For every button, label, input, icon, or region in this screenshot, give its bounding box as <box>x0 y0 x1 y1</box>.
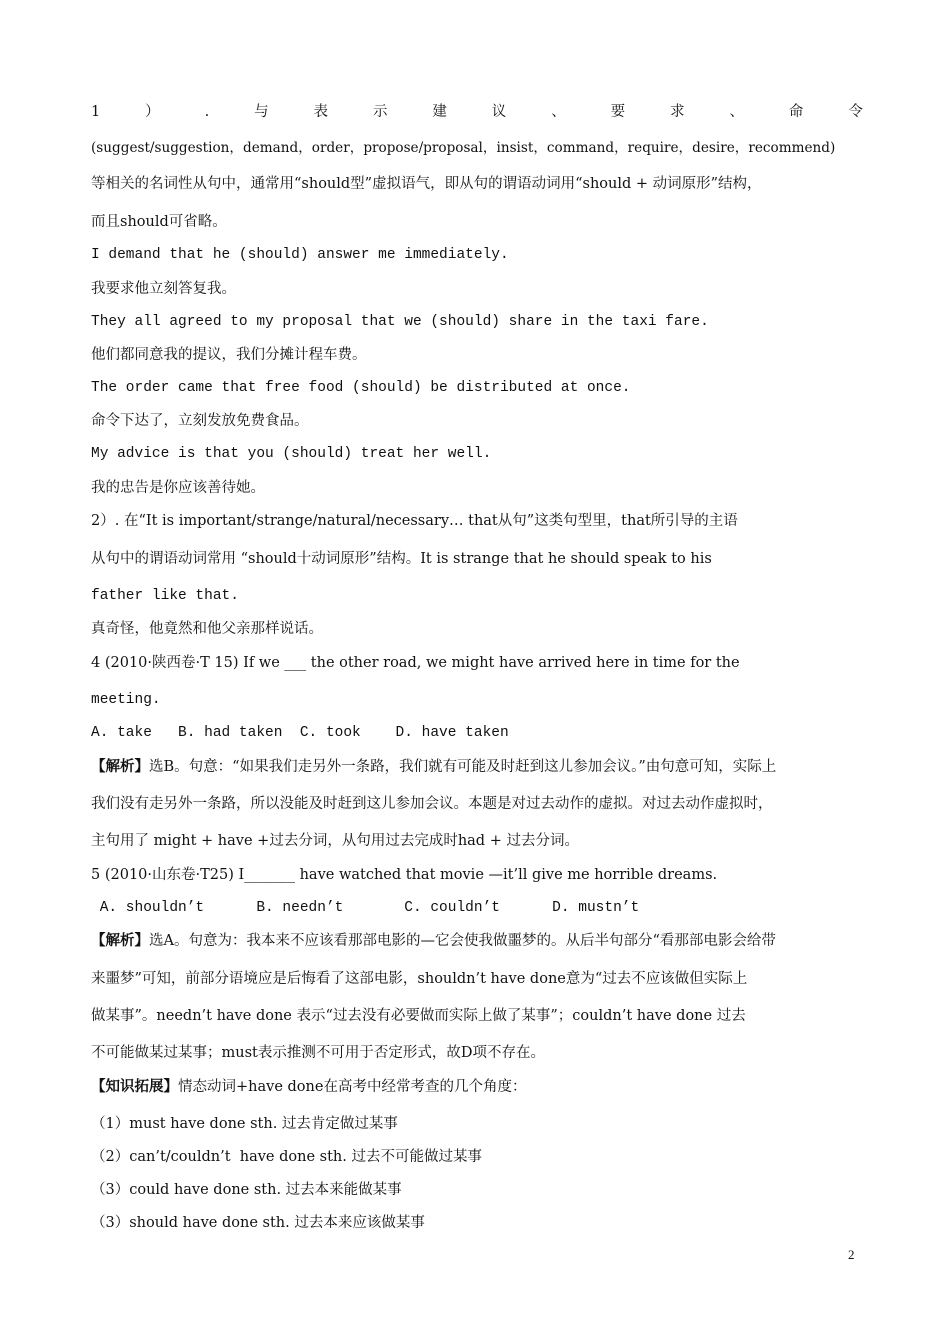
spread-char: ） <box>145 104 160 120</box>
question-4: 4 (2010·陕西卷·T 15) If we ___ the other road, we might have arrived here in time for the <box>91 655 740 671</box>
spread-char: 要 <box>610 104 626 120</box>
text-line: 2）. 在“It is important/strange/natural/necessary… that从句”这类句型里，that所引导的主语 <box>91 513 738 529</box>
spread-char: 求 <box>670 104 685 120</box>
example-sentence: I demand that he (should) answer me immediately. <box>91 247 509 263</box>
example-sentence: My advice is that you (should) treat her well. <box>91 446 492 462</box>
analysis-line: 主句用了 might + have +过去分词，从句用过去完成时had + 过去分词。 <box>91 833 579 849</box>
list-item: （3）should have done sth. 过去本来应该做某事 <box>91 1215 425 1231</box>
analysis-line: 【解析】选A。句意为：我本来不应该看那部电影的—它会使我做噩梦的。从后半句部分“看那部电影会给带 <box>91 932 776 949</box>
text-line: 等相关的名词性从句中，通常用“should型”虚拟语气，即从句的谓语动词用“should + 动词原形”结构， <box>91 176 762 192</box>
translation-line: 我的忠告是你应该善待她。 <box>91 480 265 496</box>
translation-line: 命令下达了，立刻发放免费食品。 <box>91 413 309 429</box>
analysis-line: 做某事”。needn’t have done 表示“过去没有必要做而实际上做了某事”；couldn’t have done 过去 <box>91 1008 746 1024</box>
spread-char: 命 <box>788 104 804 120</box>
analysis-line: 【解析】选B。句意：“如果我们走另外一条路，我们就有可能及时赶到这儿参加会议。”由句意可知，实际上 <box>91 758 777 775</box>
spread-char: . <box>204 104 210 120</box>
spread-char: 、 <box>729 104 744 120</box>
spread-char: 议 <box>491 104 507 120</box>
question-4-options: A. take B. had taken C. took D. have taken <box>91 725 509 741</box>
spread-char: 、 <box>551 104 566 120</box>
spread-char: 令 <box>848 104 863 120</box>
knowledge-extension-heading: 【知识拓展】情态动词+have done在高考中经常考查的几个角度： <box>91 1078 527 1095</box>
list-item: （3）could have done sth. 过去本来能做某事 <box>91 1182 402 1198</box>
example-sentence: The order came that free food (should) be distributed at once. <box>91 380 631 396</box>
translation-line: 真奇怪，他竟然和他父亲那样说话。 <box>91 621 323 637</box>
analysis-line: 我们没有走另外一条路，所以没能及时赶到这儿参加会议。本题是对过去动作的虚拟。对过去动作虚拟时， <box>91 796 773 812</box>
spread-char: 与 <box>254 104 269 120</box>
spread-char: 建 <box>432 104 447 120</box>
text-line: (suggest/suggestion，demand，order，propose/proposal，insist，command，require，desire，recommend) <box>91 140 836 156</box>
example-sentence: father like that. <box>91 588 239 604</box>
text-line: 从句中的谓语动词常用 “should十动词原形”结构。It is strange that he should speak to his <box>91 551 712 567</box>
heading-line-1 <box>91 102 863 122</box>
translation-line: 他们都同意我的提议，我们分摊计程车费。 <box>91 347 367 363</box>
spread-char: 示 <box>372 104 388 120</box>
analysis-line: 不可能做某过某事；must表示推测不可用于否定形式，故D项不存在。 <box>91 1045 545 1061</box>
section-label: 【知识拓展】 <box>91 1078 178 1095</box>
question-5-options: A. shouldn’t B. needn’t C. couldn’t D. mustn’t <box>91 900 640 916</box>
analysis-line: 来噩梦”可知，前部分语境应是后悔看了这部电影，shouldn’t have done意为“过去不应该做但实际上 <box>91 971 748 987</box>
list-item: （1）must have done sth. 过去肯定做过某事 <box>91 1116 398 1132</box>
section-label: 【解析】 <box>91 932 149 949</box>
spread-char: 1 <box>91 104 101 120</box>
list-item: （2）can’t/couldn’t have done sth. 过去不可能做过某事 <box>91 1149 482 1165</box>
text-line: meeting. <box>91 692 161 708</box>
translation-line: 我要求他立刻答复我。 <box>91 281 236 297</box>
page-number: 2 <box>848 1247 855 1262</box>
example-sentence: They all agreed to my proposal that we (should) share in the taxi fare. <box>91 314 709 330</box>
text-line: 而且should可省略。 <box>91 214 227 230</box>
section-label: 【解析】 <box>91 758 149 775</box>
spread-char: 表 <box>313 104 329 120</box>
question-5: 5 (2010·山东卷·T25) I_______ have watched that movie —it’ll give me horrible dreams. <box>91 867 718 883</box>
